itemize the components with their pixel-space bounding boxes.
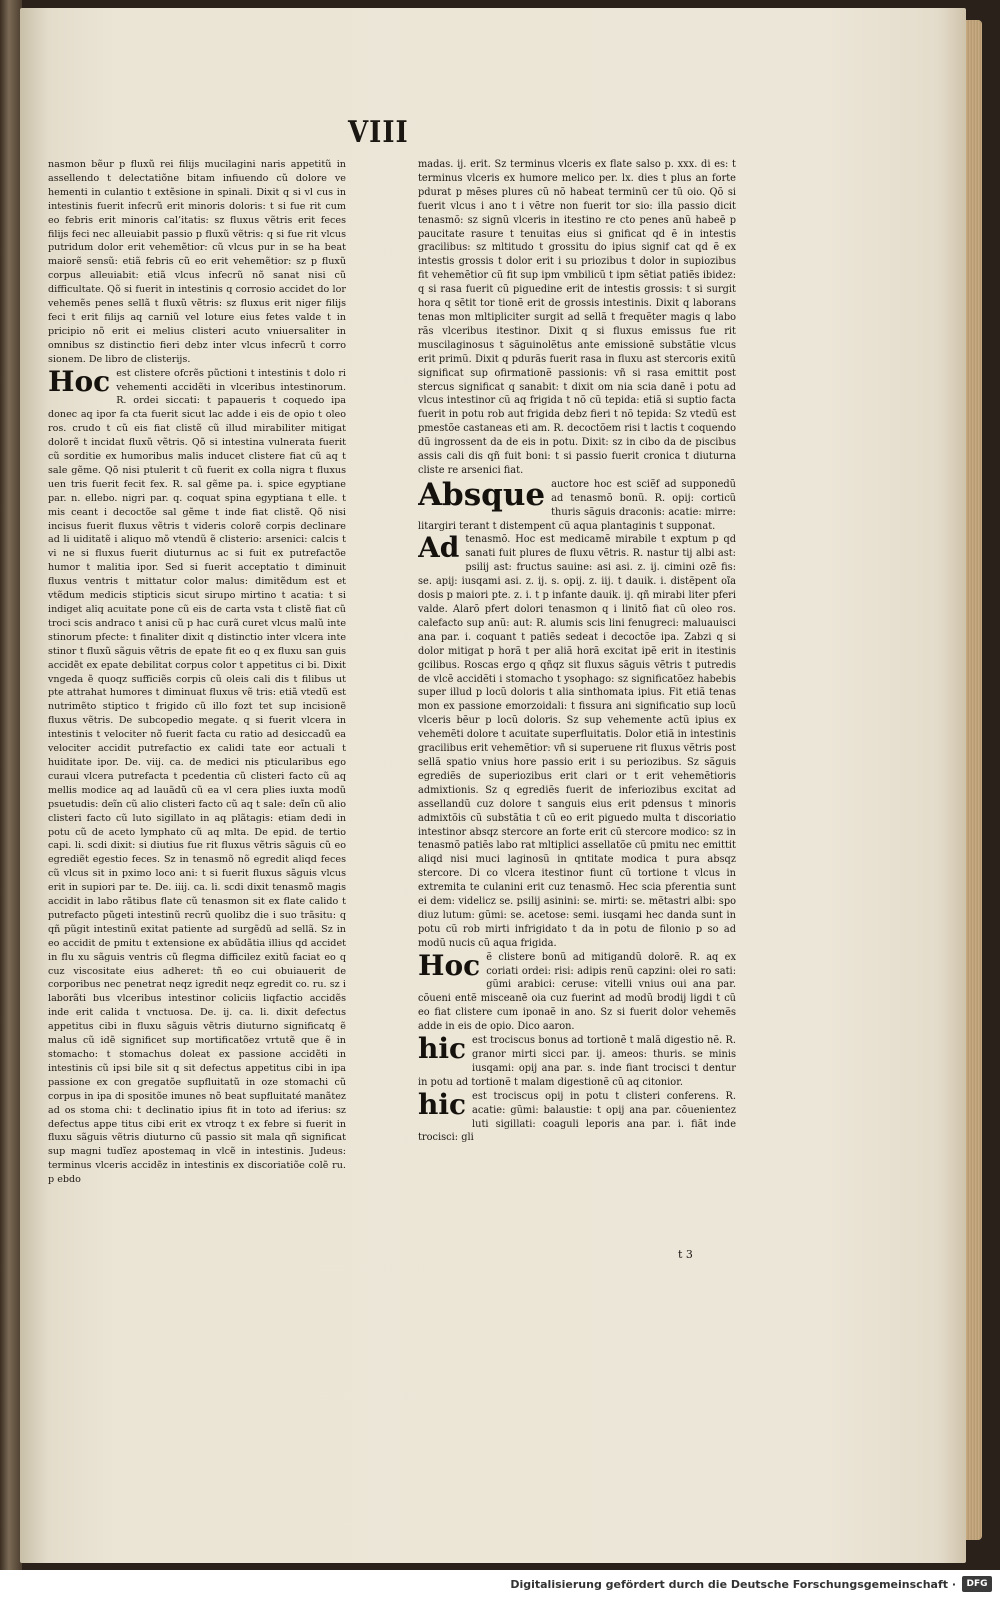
- paragraph: [418, 948, 736, 1034]
- left-column: [48, 158, 346, 1248]
- paragraph-text: nasmon bẽur p fluxũ rei filijs mucilagini naris appetitũ in assellendo t delectatiõne bitam infiuendo cũ dolore ve hementi in culantio t extẽsione in spinali. Dixit q si vl cus in intestinis fuerit infecrũ erit minoris doloris: t si fue rit cum eo febris erit minoris cal’itatis: sz fluxus vẽtris erit feces filijs feci nec alleuiabit passio p fluxũ vẽtris: q si fue rit vlcus putridum dolor erit vehemẽtior: cũ vlcus pur in se ha beat maiorẽ sensũ: etiã febris cũ eo erit vehemẽtior: sz p fluxũ corpus alleuiabit: etiã vlcus infecrũ nõ sanat nisi cũ difficultate. Qõ si fuerit in intestinis q corrosio accidet do lor vehemẽs penes sellã t fluxũ vẽtris: sz fluxus erit niger filijs feci t erit filijs aq carniũ vel loture eius fetes valde t in pricipio nõ erit ei melius clisteri acuto vniuersaliter in omnibus sz distinctio fieri debz inter vlcus infecrũ t corro sionem. De libro de clisterijs.: [48, 159, 346, 365]
- paragraph: [418, 1087, 736, 1146]
- signature-mark: t 3: [678, 1248, 693, 1261]
- paragraph-text: tenasmõ. Hoc est medicamẽ mirabile t exptum p qd sanati fuit plures de fluxu vẽtris. R. nastur tij albi ast: psilij ast: fructus sauine: asi asi. z. ij. cimini ozẽ fis: se. apij: iusqami asi. z. ij. s. opij. z. iij. t dauik. i. distẽpent oĩa dosis p maiori pte. z. i. t p infante dauik. ij. qñ mirabi liter pferi valde. Alarõ pfert dolori tenasmon q i linitõ fiat cũ oleo ros. calefacto sup anũ: aut: R. alumis scis lini fenugreci: maluauisci ana par. i. coquant t patiẽs sedeat i decoctõe ipa. Zabzi q si dolor mitigat p horã t per aliã horã excitat ipẽ erit in itestinis gcilibus. Roscas ergo q qñqz sit fluxus sãguis vẽtris t putredis de vlcẽ accidẽti i stomacho t ysophago: sz significatõez habebis super illud p locũ doloris t alia sinthomata ipius. Fit etiã tenas mon ex passione emorzoidali: t fissura ani significatio sup locũ vlceris bẽur p locũ doloris. Sz sup vehemente actũ ipius ex vehemẽti dolore t acuitate superfluitatis. Dolor etiã in intestinis gracilibus erit vehemẽtior: vñ si superuene rit fluxus vẽtris post sellã spatio vnius hore passio erit i su periozibus. Sz sãguis egrediẽs de superiozibus erit clari or t erit vehemẽtioris admixtionis. Sz q egrediẽs fuerit de inferiozibus excitat ad assellandũ cuz dolore t sanguis eius erit pdensus t minoris admixtõis cũ substãtia t cũ eo erit piguedo multa t discoriatio intestinor absqz stercore an forte erit cũ stercore modico: sz in tenasmõ patiẽs labo rat mltiplici assellatõe cũ pmitu nec emittit aliqd nisi muci laginosũ in qntitate modica t pura absqz stercore. Di co vlcera itestinor fiunt cũ tortione t vlcus in extremita te culanini erit cuz tenasmõ. Hec scia pferentia sunt ei dem: videlicz se. psilij asinini: se. mirti: se. mẽtastri albi: spo diuz lutum: gũmi: se. acetose: semi. iusqami hec danda sunt in potu cũ rob mirti infrigidato t da in potu de filonio p so ad modũ nucis cũ aqua frigida.: [418, 534, 736, 949]
- footer-bar: [0, 1570, 1000, 1599]
- paragraph: [48, 158, 346, 367]
- paragraph-text: ẽ clistere bonũ ad mitigandũ dolorẽ. R. aq ex coriati ordei: risi: adipis renũ capzini: olei ro sati: gũmi arabici: ceruse: vitelli vnius oui ana par. cõueni entẽ misceanẽ oia cuz fuerint ad modũ brodij ligdi t cũ eo fiat clistere cum iponaẽ in ano. Sz si fuerit dolor vehemẽs adde in eis de opio. Dico aaron.: [418, 951, 736, 1033]
- right-column: [418, 158, 736, 1268]
- paragraph-text: madas. ij. erit. Sz terminus vlceris ex flate salso p. xxx. di es: t terminus vlceris ex humore melico per. lx. dies t plus an forte pdurat p mẽses plures cũ nõ habeat terminũ cer tũ oio. Qõ si fuerit vlcus i ano t i vẽtre non fuerit tor sio: illa passio dicit tenasmõ: sz signũ vlceris in itestino re cto penes anũ habeẽ p paucitate rasure t tenuitas eius si gnificat qd ẽ in intestis gracilibus: sz mltitudo t grossitu do ipius signif cat qd ẽ ex intestis grossis t dolor erit i su priozibus t dolor in supiozibus fit vehemẽtior cũ fit sup ipm vmbilicũ t ipm sẽtiat patiẽs ibidez: q si rasa fuerit cũ piguedine erit de intestis grossis: t si surgit hora q sẽtit tor tionẽ erit de grossis intestinis. Dixit q laborans tenas mon mltipliciter surgit ad sellã t frequẽter magis q labo rãs vlceribus itestinor. Dixit q si fluxus emissus fue rit muscilaginosus t sãguinolẽtus ante emissionẽ substãtie vlcus erit primũ. Dixit q pdurãs fuerit rasa in fluxu ast stercoris exitũ significat sup ofirmationẽ passionis: vñ si rasa emittit post stercus significat q sanabit: t dixit om nia scia danẽ i potu ad vlcus intestinor cũ aq frigida t nõ cũ tepida: etiã si suptio facta fuerit in potu rob aut frigida debz fieri t nõ tepida: Sz vtedũ est pmestõe castaneas eti am. R. decoctõem risi t lactis t coquendo dũ ingrossent da de eis in potu. Dixit: sz in cibo da de piscibus assis cali dis qñ fuit boni: t si passio fuerit cronica t diuturna cliste re arsenici fiat.: [418, 159, 736, 476]
- paragraph: [418, 533, 736, 950]
- paragraph-text: est clistere ofcrẽs pũctioni t intestinis t dolo ri vehementi accidẽti in vlceribus intestinorum. R. ordei siccati: t papaueris t coquedo ipa donec aq ipor fa cta fuerit sicut lac adde i eis de opio t oleo ros. crudo t cũ eis fiat clistẽ cũ illud mirabiliter mitigat dolorẽ t incidat fluxũ vẽtris. Qõ si intestina vulnerata fuerit cũ sorditie ex humoribus malis inducet clistere fiat cũ aq t sale gẽme. Qõ nisi ptulerit t cũ fuerit ex colla nigra t fluxus uen tris fuerit fecit fex. R. sal gẽme pa. i. spice egyptiane par. n. ellebo. nigri par. q. coquat spina egyptiana t elle. t mis ceant i decoctõe sal gẽme t inde fiat clistẽ. Qõ nisi incisus fuerit fluxus vẽtris t videris colorẽ corpis declinare ad li uiditatẽ i aliquo mõ vtendũ ẽ clisterio: arsenici: calcis t vi ne si fluxus fuerit diuturnus ac si fuit ex putrefactõe humor t malitia ipor. Sed si fuerit acceptatio t diminuit fluxus ventris t mittatur color malus: dimitẽdum est et vtẽdum medicis stipticis sicut sirupo mirtino t acatia: t si indiget aliq acuitate pone cũ eis de carta vsta t clistẽ fiat cũ troci scis andraco t anisi cũ p hac curã curet vlcus malũ inte stinorum pfecte: t finaliter dixit q distinctio inter vlcera inte stinor t fluxũ sãguis vẽtris de epate fit eo q ex fluxu san guis accidẽt ex epate debilitat corpus color t appetitus ci bi. Dixit vngeda ẽ quoqz sufficiẽs corpis cũ oleis cali dis t filibus ut pte attrahat humores t diminuat fluxus vẽ tris: etiã vtedũ est nutrimẽto stiptico t frigido cũ illo fozt tet sup incisionẽ fluxus vẽtris. De subcopedio megate. q si fuerit vlcera in intestinis t velociter nõ fuerit facta cu ratio ad desiccadũ ea velociter accidit putrefactio ex calidi tate eor actuali t huiditate ipor. De. viij. ca. de medici nis pticularibus ego curaui vlcera putrefacta t pcedentia cũ clisteri facto cũ aq mellis modice aq ad lauãdũ cũ ea vl cera plies iuxta modũ psuetudis: deĩn cũ alio clisteri facto cũ aq t sale: deĩn cũ alio clisteri facto cũ luto sigillato in aq plãtagis: etiam dedi in potu cũ de aceto lymphato cũ aq mlta. De epid. de tertio capi. li. scdi dixit: si diutius fue rit fluxus vẽtris sãguis cũ eo egrediẽt egestio feces. Sz in tenasmõ nõ egredit aliqd feces cũ vlcus sit in pximo loco ani: t si fuerit fluxus sãguis vlcus erit in supiori par te. De. iiij. ca. li. scdi dixit tenasmõ magis accidit in labo rãtibus flate cũ tenasmon sit ex flate calido t putrefacto pũgeti intestinũ recrũ quolibz die i suo trãsitu: q qñ pũgit intestinũ exitat patiente ad surgẽdũ ad sellã. Sz in eo accidit de pmitu t extensione ex abũdãtia illius qd accidet in flu xu sãguis ventris cũ flegma difficilez exitũ faciat eo q cuz viscositate eius adheret: tñ eo cui obuiauerit de corporibus nec penetrat neqz igredit neqz egredit co. ru. sz i laborãti bus vlceribus intestinor coliciis liqfactio accidẽs inde erit calida t vnctuosa. De. ij. ca. li. dixit defectus appetitus cibi in fluxu sãguis vẽtris diuturno significatq ẽ malus cũ idẽ significet sup mortificatõez vrtutẽ que ẽ in stomacho: t stomachus doleat ex passione accidẽti in intestinis cũ ipsi bile sit q sit defectus appetitus cibi in ipa passione ex con gregatõe supfluitatũ in oze stomachi cũ corpus in ipa di spositõe imunes nõ beat supfluitaté manãtez ad os stoma chi: t declinatio ipius fit in toto ad iferius: sz defectus appe titus cibi erit ex vtroqz t ex febre si fuerit in fluxu sãguis vẽtris diuturno cũ passio sit mala qñ significat sup magni tudĩez apostemaq in vlcẽ in intestinis. Judeus: terminus vlceris accidẽz in intestinis ex discoriatiõe colẽ ru. p ebdo: [48, 367, 346, 1186]
- decorated-initial: Absque: [418, 476, 546, 513]
- paragraph: [418, 1034, 736, 1090]
- left-page-stack: [0, 0, 22, 1570]
- paragraph: [48, 364, 346, 1187]
- decorated-initial: Hoc: [418, 948, 481, 982]
- paragraph: [418, 158, 736, 478]
- paragraph-text: auctore hoc est sciẽf ad supponedũ ad tenasmõ bonũ. R. opij: corticũ thuris sãguis draconis: acatie: mirre: litargiri terant t distempent cũ aqua plantaginis t supponat.: [418, 478, 736, 532]
- decorated-initial: Ad: [418, 531, 460, 565]
- dfg-logo: DFG: [962, 1576, 992, 1592]
- decorated-initial: hic: [418, 1087, 467, 1121]
- decorated-initial: hic: [418, 1032, 467, 1066]
- page-number: VIII: [348, 115, 409, 151]
- paragraph: [418, 478, 736, 534]
- paragraph-text: est trociscus opij in potu t clisteri conferens. R. acatie: gũmi: balaustie: t opij ana par. cõuenientez luti sigillati: coaguli leporis ana par. i. fiãt inde trocisci: gli: [418, 1090, 736, 1144]
- footer-credit: Digitalisierung gefördert durch die Deutsche Forschungsgemeinschaft ·: [510, 1578, 956, 1591]
- decorated-initial: Hoc: [48, 364, 111, 398]
- paragraph-text: est trociscus bonus ad tortionẽ t malã digestio nẽ. R. granor mirti sicci par. ij. ameos: thuris. se minis iusqami: opij ana par. s. inde fiant trocisci t dentur in potu ad tortionẽ t malam digestionẽ cũ aq citonior.: [418, 1035, 736, 1088]
